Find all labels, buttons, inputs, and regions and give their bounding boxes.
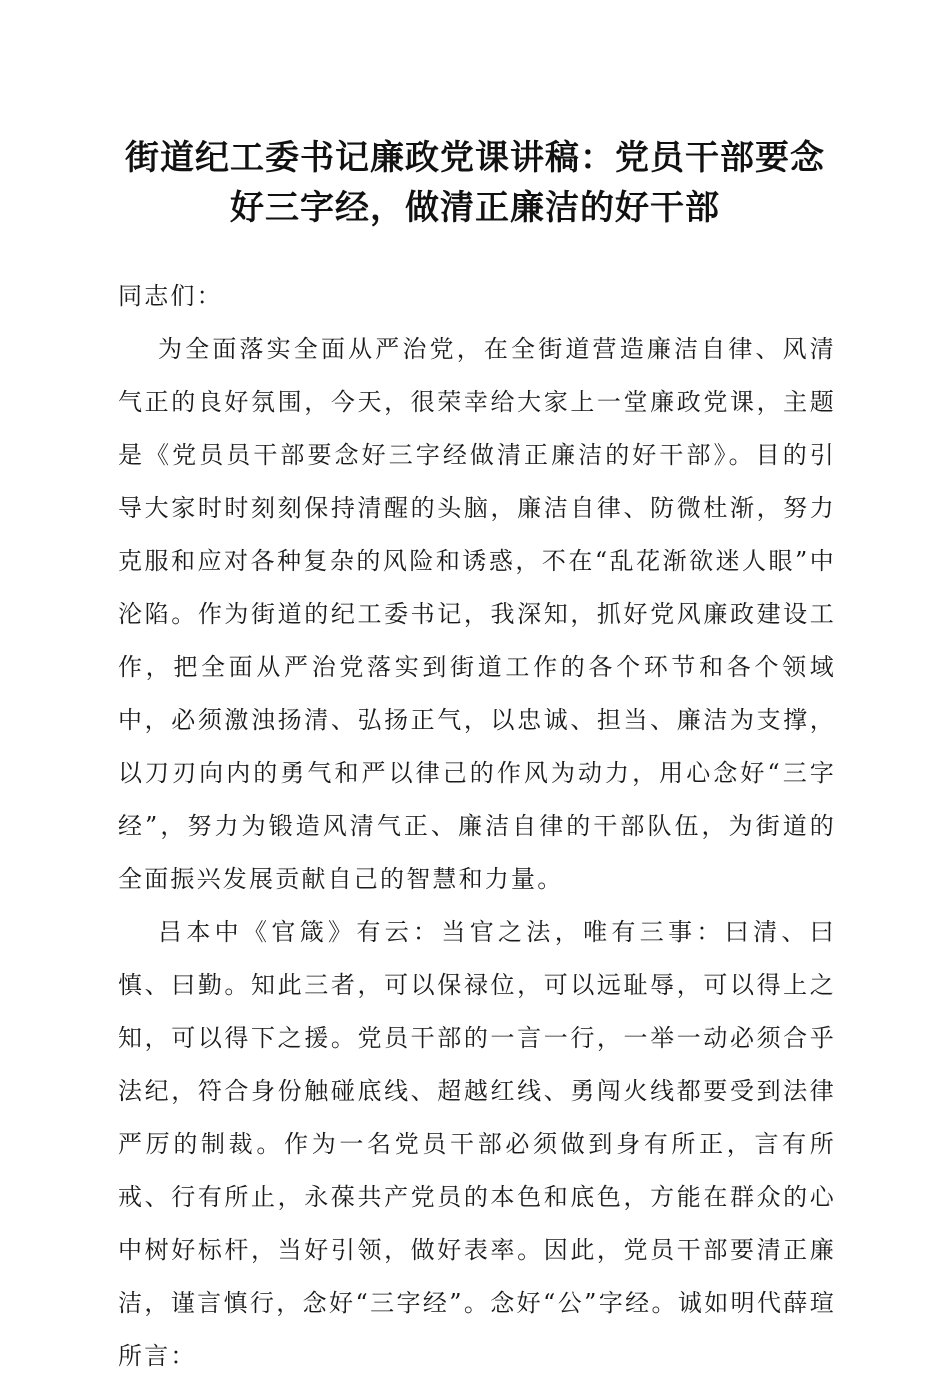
title-line-1: 街道纪工委书记廉政党课讲稿：党员干部要念 xyxy=(125,138,825,178)
paragraph-2: 吕本中《官箴》有云：当官之法，唯有三事：曰清、曰慎、曰勤。知此三者，可以保禄位，可以远耻辱，可以得上之知，可以得下之援。党员干部的一言一行，一举一动必须合乎法纪，符合身份触碰底线、超越红线、勇闯火线都要受到法律严厉的制裁。作为一名党员干部必须做到身有所正，言有所戒、行有所止，永葆共产党员的本色和底色，方能在群众的心中树好标杆，当好引领，做好表率。因此，党员干部要清正廉洁，谨言慎行，念好“三字经”。念好“公”字经。诚如明代薛瑄所言： xyxy=(118,918,836,1370)
title-line-2: 好三字经，做清正廉洁的好干部 xyxy=(230,188,720,228)
document-title xyxy=(100,133,850,233)
greeting: 同志们： xyxy=(118,282,223,310)
document-body xyxy=(118,270,836,1383)
paragraph-1: 为全面落实全面从严治党，在全街道营造廉洁自律、风清气正的良好氛围，今天，很荣幸给大家上一堂廉政党课，主题是《党员员干部要念好三字经做清正廉洁的好干部》。目的引导大家时时刻刻保持清醒的头脑，廉洁自律、防微杜渐，努力克服和应对各种复杂的风险和诱惑，不在“乱花渐欲迷人眼”中沦陷。作为街道的纪工委书记，我深知，抓好党风廉政建设工作，把全面从严治党落实到街道工作的各个环节和各个领域中，必须激浊扬清、弘扬正气，以忠诚、担当、廉洁为支撑，以刀刃向内的勇气和严以律己的作风为动力，用心念好“三字经”，努力为锻造风清气正、廉洁自律的干部队伍，为街道的全面振兴发展贡献自己的智慧和力量。 xyxy=(118,335,836,893)
